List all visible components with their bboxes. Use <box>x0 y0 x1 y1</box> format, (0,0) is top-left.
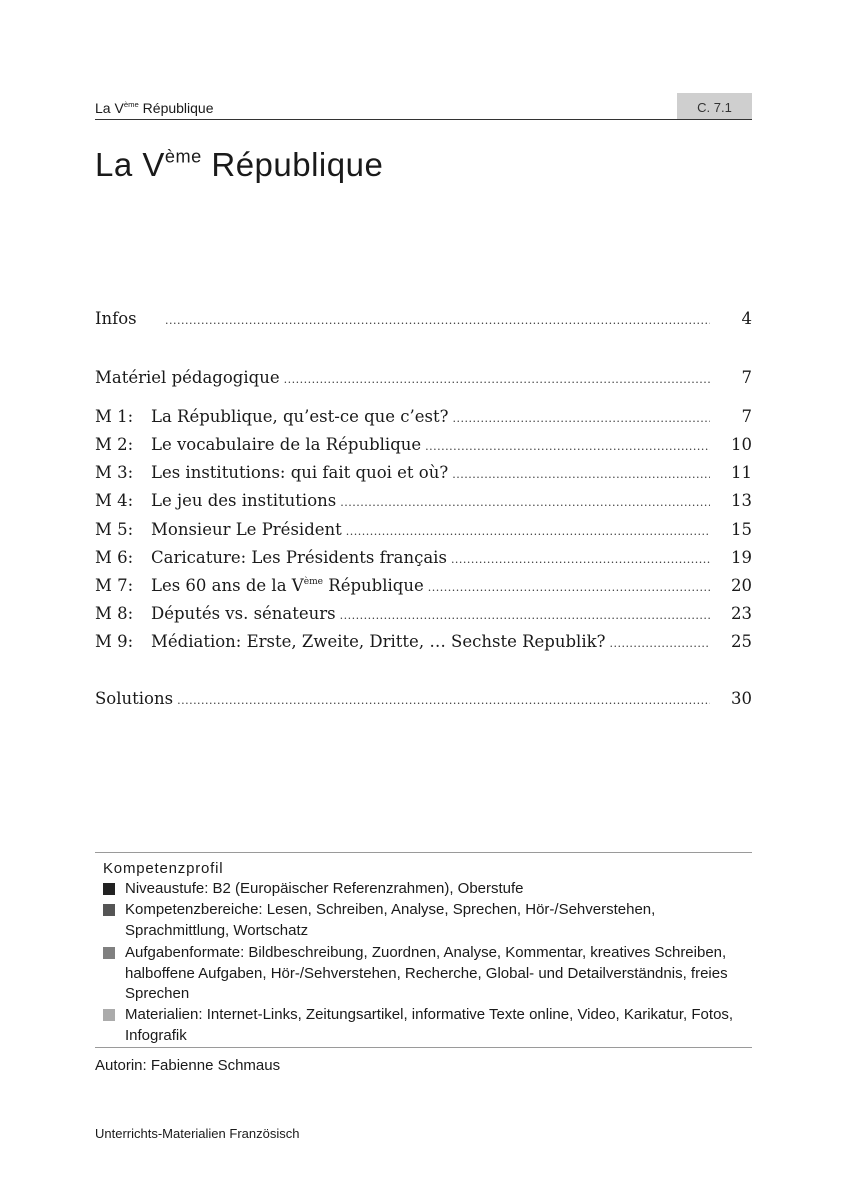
kompetenz-text: Kompetenzbereiche: Lesen, Schreiben, Analyse, Sprechen, Hör-/Sehverstehen, Sprachmittlung, Wortschatz <box>125 901 656 939</box>
section-code-tab: C. 7.1 <box>677 93 752 119</box>
kompetenzprofil-box <box>95 852 752 1044</box>
kompetenzprofil-title: Kompetenzprofil <box>103 860 224 877</box>
toc-number: M 8: <box>95 604 134 623</box>
page-title-sup: ème <box>164 146 202 167</box>
square-bullet-icon <box>103 904 115 916</box>
toc-number: M 1: <box>95 407 134 426</box>
toc-leader-dots <box>177 694 710 707</box>
toc-page-number: 10 <box>731 435 752 454</box>
toc-number: M 4: <box>95 491 134 510</box>
toc-entry-m5[interactable] <box>95 520 752 544</box>
toc-page-number: 23 <box>731 604 752 623</box>
toc-number: M 9: <box>95 632 134 651</box>
toc-entry-m8[interactable] <box>95 604 752 628</box>
toc-leader-dots <box>340 609 710 622</box>
toc-entry-m6[interactable] <box>95 548 752 572</box>
header-title-suffix: République <box>138 100 214 116</box>
toc-entry-m7[interactable] <box>95 576 752 600</box>
kompetenzprofil-bottom-rule <box>95 1047 752 1048</box>
toc-leader-dots <box>165 314 710 327</box>
toc-label: Monsieur Le Président <box>151 520 342 539</box>
toc-number: M 6: <box>95 548 134 567</box>
toc-page-number: 19 <box>731 548 752 567</box>
kompetenz-item-niveau <box>103 879 743 900</box>
toc-leader-dots <box>452 468 710 481</box>
header-title-prefix: La V <box>95 100 124 116</box>
page-title-suffix: République <box>201 146 384 183</box>
kompetenz-item-bereiche <box>103 900 743 941</box>
toc-label <box>151 576 428 595</box>
toc-entry-materiel[interactable] <box>95 368 752 392</box>
toc-label: Le vocabulaire de la République <box>151 435 422 454</box>
page-title-prefix: La V <box>95 146 165 183</box>
toc-label-suffix: République <box>323 576 424 595</box>
toc-leader-dots <box>451 553 710 566</box>
square-bullet-icon <box>103 947 115 959</box>
toc-leader-dots <box>284 373 710 386</box>
page-title <box>95 146 383 184</box>
running-header <box>95 93 752 120</box>
toc-page-number: 20 <box>731 576 752 595</box>
toc-label: Le jeu des institutions <box>151 491 337 510</box>
toc-page-number: 25 <box>731 632 752 651</box>
toc-leader-dots <box>340 496 710 509</box>
toc-leader-dots <box>346 525 710 538</box>
page-footer: Unterrichts-Materialien Französisch <box>95 1126 300 1141</box>
toc-label: Médiation: Erste, Zweite, Dritte, … Sechste Republik? <box>151 632 606 651</box>
toc-entry-m3[interactable] <box>95 463 752 487</box>
toc-page-number: 4 <box>741 309 752 328</box>
toc-entry-infos[interactable] <box>95 309 752 333</box>
toc-label-prefix: Les 60 ans de la V <box>151 576 304 595</box>
toc-label: Les institutions: qui fait quoi et où? <box>151 463 449 482</box>
toc-label: Solutions <box>95 689 174 708</box>
square-bullet-icon <box>103 883 115 895</box>
toc-page-number: 15 <box>731 520 752 539</box>
toc-page-number: 7 <box>741 407 752 426</box>
toc-page-number: 30 <box>731 689 752 708</box>
toc-label: Députés vs. sénateurs <box>151 604 336 623</box>
toc-leader-dots <box>425 440 710 453</box>
square-bullet-icon <box>103 1009 115 1021</box>
running-header-title <box>95 100 214 116</box>
toc-entry-solutions[interactable] <box>95 689 752 713</box>
toc-number: M 3: <box>95 463 134 482</box>
toc-number: M 5: <box>95 520 134 539</box>
kompetenz-text: Materialien: Internet-Links, Zeitungsartikel, informative Texte online, Video, Karikatur, Fotos, Infografik <box>125 1006 734 1044</box>
header-title-sup: ème <box>123 100 139 110</box>
toc-entry-m2[interactable] <box>95 435 752 459</box>
kompetenz-text: Aufgabenformate: Bildbeschreibung, Zuordnen, Analyse, Kommentar, kreatives Schreiben, halboffene Aufgaben, Hör-/Sehverstehen, Recherche, Global- und Detailverständnis, freies Sprechen <box>125 944 728 1002</box>
toc-label: Infos <box>95 309 137 328</box>
toc-page-number: 7 <box>741 368 752 387</box>
kompetenz-item-aufgabenformate <box>103 943 743 1005</box>
toc-entry-m9[interactable] <box>95 632 752 656</box>
toc-label: La République, qu’est-ce que c’est? <box>151 407 449 426</box>
toc-page-number: 11 <box>731 463 752 482</box>
toc-number: M 7: <box>95 576 134 595</box>
toc-leader-dots <box>453 412 711 425</box>
toc-entry-m4[interactable] <box>95 491 752 515</box>
toc-label-sup: ème <box>303 577 324 588</box>
toc-number: M 2: <box>95 435 134 454</box>
toc-entry-m1[interactable] <box>95 407 752 431</box>
kompetenz-text: Niveaustufe: B2 (Europäischer Referenzrahmen), Oberstufe <box>125 880 524 897</box>
toc-leader-dots <box>609 637 710 650</box>
toc-leader-dots <box>428 581 710 594</box>
toc-label: Caricature: Les Présidents français <box>151 548 447 567</box>
kompetenz-item-materialien <box>103 1005 743 1046</box>
toc-label: Matériel pédagogique <box>95 368 280 387</box>
author-credit: Autorin: Fabienne Schmaus <box>95 1057 281 1074</box>
toc-page-number: 13 <box>731 491 752 510</box>
